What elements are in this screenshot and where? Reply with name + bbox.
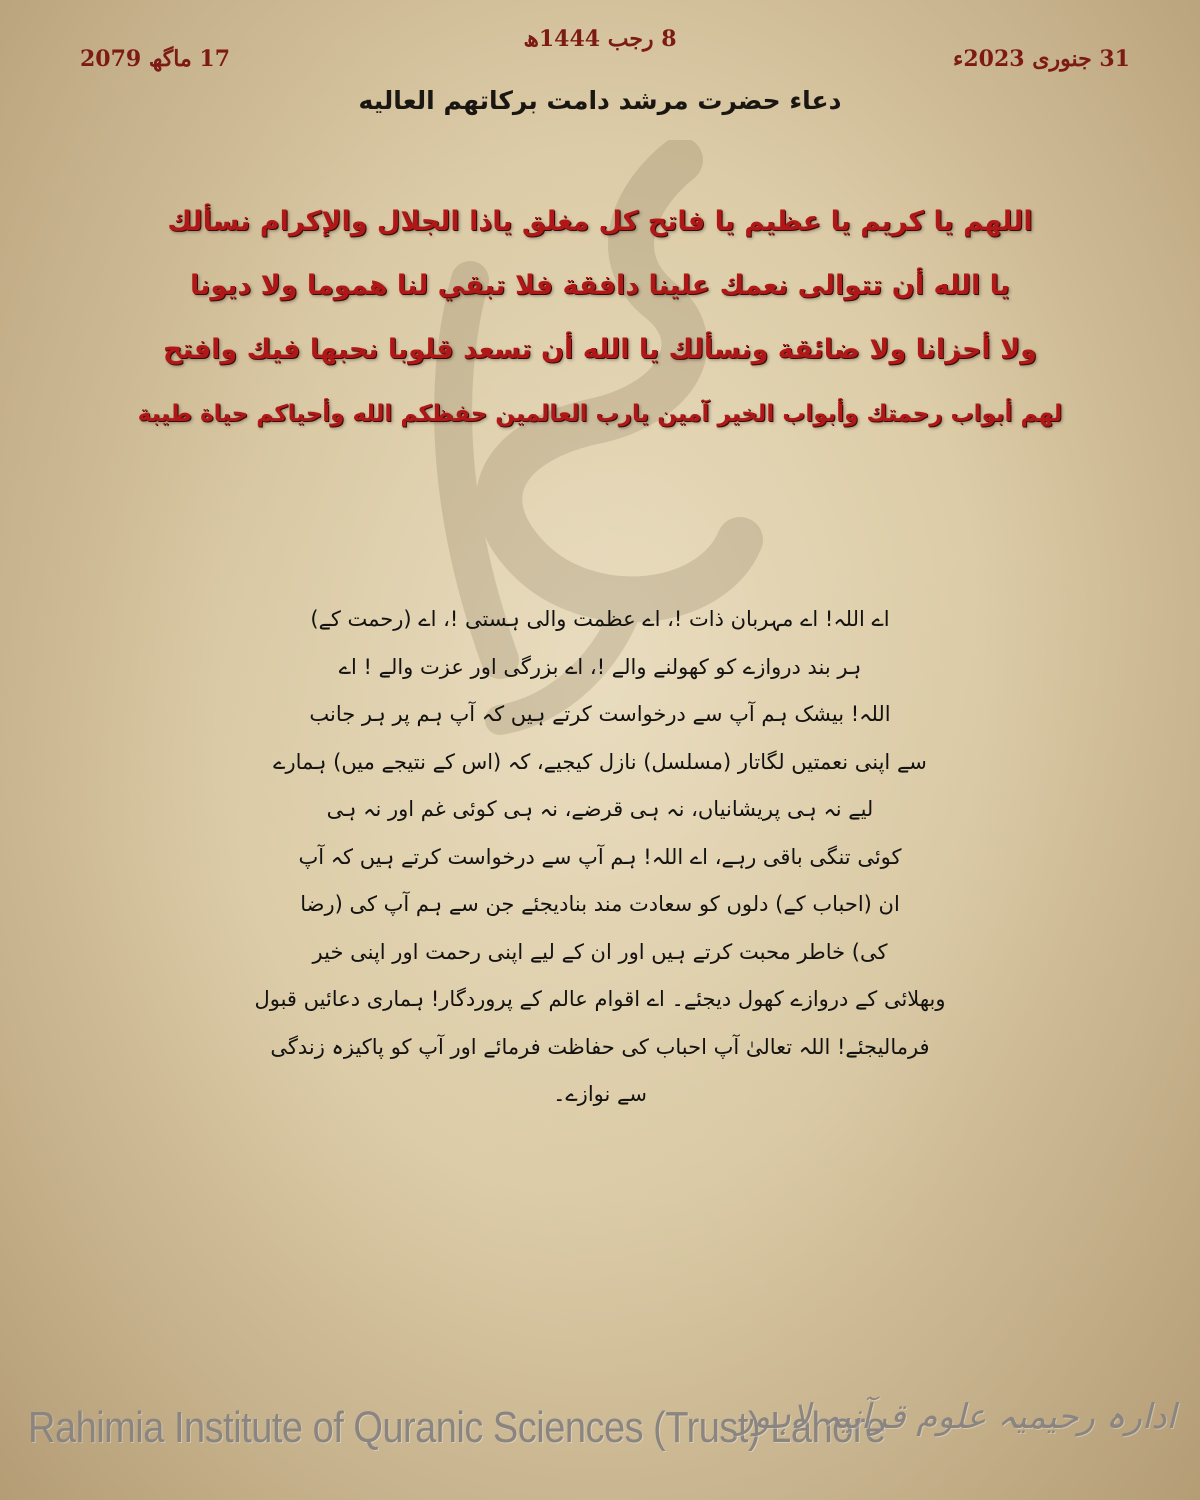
arabic-line: اللهم يا كريم يا عظيم يا فاتح كل مغلق ياذا الجلال والإكرام نسألك [167,206,1033,237]
date-gregorian: 31 جنوری 2023ء [953,46,1130,72]
urdu-line: اے اللہ! اے مہربان ذات !، اے عظمت والی ہستی !، اے (رحمت کے) [310,607,890,631]
urdu-line: ان (احباب کے) دلوں کو سعادت مند بنادیجئے جن سے ہم آپ کی (رضا [300,892,900,916]
urdu-line: کوئی تنگی باقی رہے، اے اللہ! ہم آپ سے درخواست کرتے ہیں کہ آپ [298,844,902,869]
arabic-line: لهم أبواب رحمتك وأبواب الخير آمين يارب العالمين حفظكم الله وأحياكم حياة طيبة [137,401,1063,427]
institute-logo-urdu: ادارہ رحیمیہ علوم قرآنیہ لاہور [737,1397,1176,1437]
date-hijri: 8 رجب 1444ھ [523,26,677,52]
urdu-line: اللہ! بیشک ہم آپ سے درخواست کرتے ہیں کہ آپ ہم پر ہر جانب [309,702,891,726]
urdu-line: وبھلائی کے دروازے کھول دیجئے۔ اے اقوام عالم کے پروردگار! ہماری دعائیں قبول [254,987,946,1011]
urdu-line: فرمالیجئے! اللہ تعالیٰ آپ احباب کی حفاظت فرمائے اور آپ کو پاکیزہ زندگی [270,1034,930,1059]
date-bikrami: 17 ماگھ 2079 [80,46,231,72]
arabic-line: يا الله أن تتوالى نعمك علينا دافقة فلا تبقي لنا هموما ولا ديونا [190,270,1010,301]
urdu-line: کی) خاطر محبت کرتے ہیں اور ان کے لیے اپنی رحمت اور اپنی خیر [312,939,888,964]
institute-name-english: Rahimia Institute of Quranic Sciences (Trust) Lahore [28,1404,886,1453]
page-title: دعاء حضرت مرشد دامت برکاتهم العالیه [358,86,842,115]
urdu-line: ہر بند دروازے کو کھولنے والے !، اے بزرگی اور عزت والے ! اے [338,654,862,679]
arabic-line: ولا أحزانا ولا ضائقة ونسألك يا الله أن تسعد قلوبا نحبها فيك وافتح [163,334,1037,365]
arabic-dua [90,190,1110,446]
urdu-line: سے اپنی نعمتیں لگاتار (مسلسل) نازل کیجیے، کہ (اس کے نتیجے میں) ہمارے [273,749,927,774]
urdu-translation [150,596,1050,1119]
urdu-line: سے نوازے۔ [553,1082,647,1106]
urdu-line: لیے نہ ہی پریشانیاں، نہ ہی قرضے، نہ ہی کوئی غم اور نہ ہی [326,797,874,821]
